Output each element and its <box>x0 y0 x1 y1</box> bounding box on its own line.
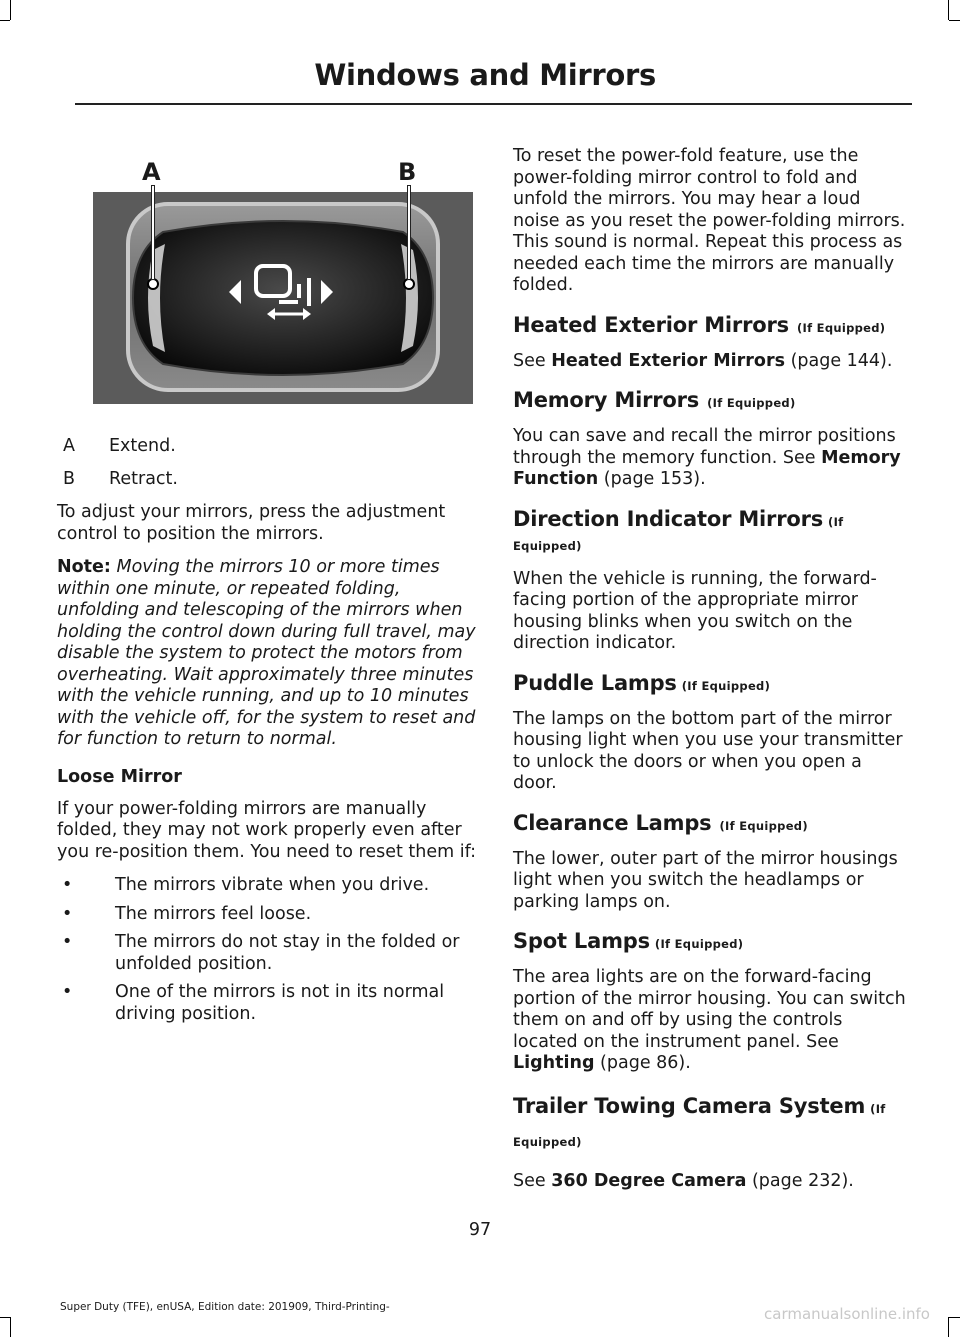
see-text: See <box>513 1170 552 1191</box>
heated-mirrors-text <box>513 351 911 373</box>
if-equipped-tag: (If Equipped) <box>719 818 808 833</box>
if-equipped-tag: (If Equipped) <box>707 396 796 410</box>
heated-mirrors-heading <box>513 313 911 337</box>
section-title: Puddle Lamps <box>513 670 677 695</box>
spot-lamps-heading <box>513 929 911 953</box>
section-title: Direction Indicator Mirrors <box>513 506 824 531</box>
memory-mirrors-text <box>513 426 911 491</box>
section-title: Memory Mirrors <box>513 388 700 412</box>
if-equipped-tag: (If Equipped) <box>681 678 771 693</box>
crop-mark <box>948 0 949 20</box>
camera-link[interactable]: 360 Degree Camera <box>551 1170 747 1191</box>
reset-conditions-list <box>57 875 477 1025</box>
right-column <box>513 146 911 1206</box>
section-title: Spot Lamps <box>513 929 650 953</box>
trailer-camera-text <box>513 1171 911 1193</box>
header-divider <box>75 103 912 105</box>
callout-b: B <box>398 158 417 186</box>
see-text: See <box>513 350 552 371</box>
if-equipped-tag: (If Equipped) <box>796 320 886 335</box>
list-item: • One of the mirrors is not in its normal driving position. <box>57 982 477 1025</box>
crop-mark <box>0 20 10 21</box>
page-ref: (page 144). <box>785 350 893 371</box>
memory-mirrors-heading <box>513 388 911 412</box>
crop-mark <box>949 1317 960 1318</box>
legend-text: Retract. <box>109 469 178 489</box>
callout-a-marker <box>148 279 158 289</box>
crop-mark <box>949 20 960 21</box>
list-item: • The mirrors vibrate when you drive. <box>57 875 477 897</box>
callout-b-marker <box>404 279 414 289</box>
list-item: • The mirrors feel loose. <box>57 904 477 926</box>
direction-indicator-heading <box>513 507 911 555</box>
callout-a-line <box>152 186 154 279</box>
trailer-camera-heading <box>513 1091 911 1157</box>
crop-mark <box>948 1317 949 1337</box>
puddle-lamps-text: The lamps on the bottom part of the mirror housing light when you use your transmitter to unlock the doors or when you open a door. <box>513 708 903 793</box>
mirror-control-illustration <box>93 192 473 404</box>
watermark: carmanualsonline.info <box>764 1305 930 1323</box>
memory-function-link[interactable]: Memory Function <box>513 447 901 489</box>
section-title: Trailer Towing Camera System <box>513 1093 866 1118</box>
page-ref: (page 232). <box>746 1170 854 1191</box>
reset-paragraph: To reset the power-fold feature, use the power-folding mirror control to fold and unfold the mirrors. You may hear a loud noise as you reset the power-folding mirrors. This sound is normal. Repeat this process as needed each time the mirrors are manually folded. <box>513 146 906 295</box>
crop-mark <box>0 1317 10 1318</box>
if-equipped-tag: (If Equipped) <box>513 514 844 553</box>
crop-mark <box>10 1317 11 1337</box>
list-item: • The mirrors do not stay in the folded or unfolded position. <box>57 932 477 975</box>
if-equipped-tag: (If Equipped) <box>654 937 744 951</box>
page-ref: (page 153). <box>598 469 706 489</box>
mirror-control-figure <box>57 154 477 404</box>
callout-a: A <box>142 158 161 186</box>
heated-mirrors-link[interactable]: Heated Exterior Mirrors <box>551 350 785 371</box>
note-paragraph <box>57 557 477 751</box>
direction-indicator-text: When the vehicle is running, the forward-facing portion of the appropriate mirror housing blinks when you switch on the direction indicator. <box>513 568 877 653</box>
if-equipped-tag: (If Equipped) <box>513 1101 886 1149</box>
legend-text: Extend. <box>109 436 176 456</box>
clearance-lamps-heading <box>513 811 911 835</box>
legend-key: A <box>63 436 75 456</box>
body-text: The area lights are on the forward-facing portion of the mirror housing. You can switch them on and off by using the controls located on the instrument panel. See <box>513 967 906 1052</box>
spot-lamps-text <box>513 967 911 1075</box>
loose-mirror-paragraph: If your power-folding mirrors are manually folded, they may not work properly even after you re-position them. You need to reset them if: <box>57 798 477 862</box>
loose-mirror-heading: Loose Mirror <box>57 766 182 787</box>
edition-footer: Super Duty (TFE), enUSA, Edition date: 201909, Third-Printing- <box>60 1301 390 1313</box>
legend-row <box>57 436 477 456</box>
adjust-paragraph: To adjust your mirrors, press the adjustment control to position the mirrors. <box>57 502 446 544</box>
figure-legend <box>57 436 477 489</box>
body-text: You can save and recall the mirror positions through the memory function. See <box>513 426 896 468</box>
section-title: Clearance Lamps <box>513 810 712 835</box>
legend-key: B <box>63 469 76 489</box>
left-column <box>57 154 477 1032</box>
puddle-lamps-heading <box>513 671 911 695</box>
section-title: Heated Exterior Mirrors <box>513 312 789 337</box>
page-number: 97 <box>468 1220 492 1240</box>
crop-mark <box>10 0 11 20</box>
legend-row <box>57 469 477 489</box>
note-label: Note: <box>57 557 111 577</box>
lighting-link[interactable]: Lighting <box>513 1053 595 1073</box>
page-ref: (page 86). <box>594 1053 691 1073</box>
note-text: Moving the mirrors 10 or more times within one minute, or repeated folding, unfolding and telescoping of the mirrors when holding the control down during full travel, may disable the system to protect the motors from overheating. Wait approximately three minutes with the vehicle running, and up to 10 minutes with the vehicle off, for the system to reset and for function to return to normal. <box>57 557 476 749</box>
clearance-lamps-text: The lower, outer part of the mirror housings light when you switch the headlamps or parking lamps on. <box>513 848 898 912</box>
page-title: Windows and Mirrors <box>314 58 656 92</box>
callout-b-line <box>408 186 410 279</box>
